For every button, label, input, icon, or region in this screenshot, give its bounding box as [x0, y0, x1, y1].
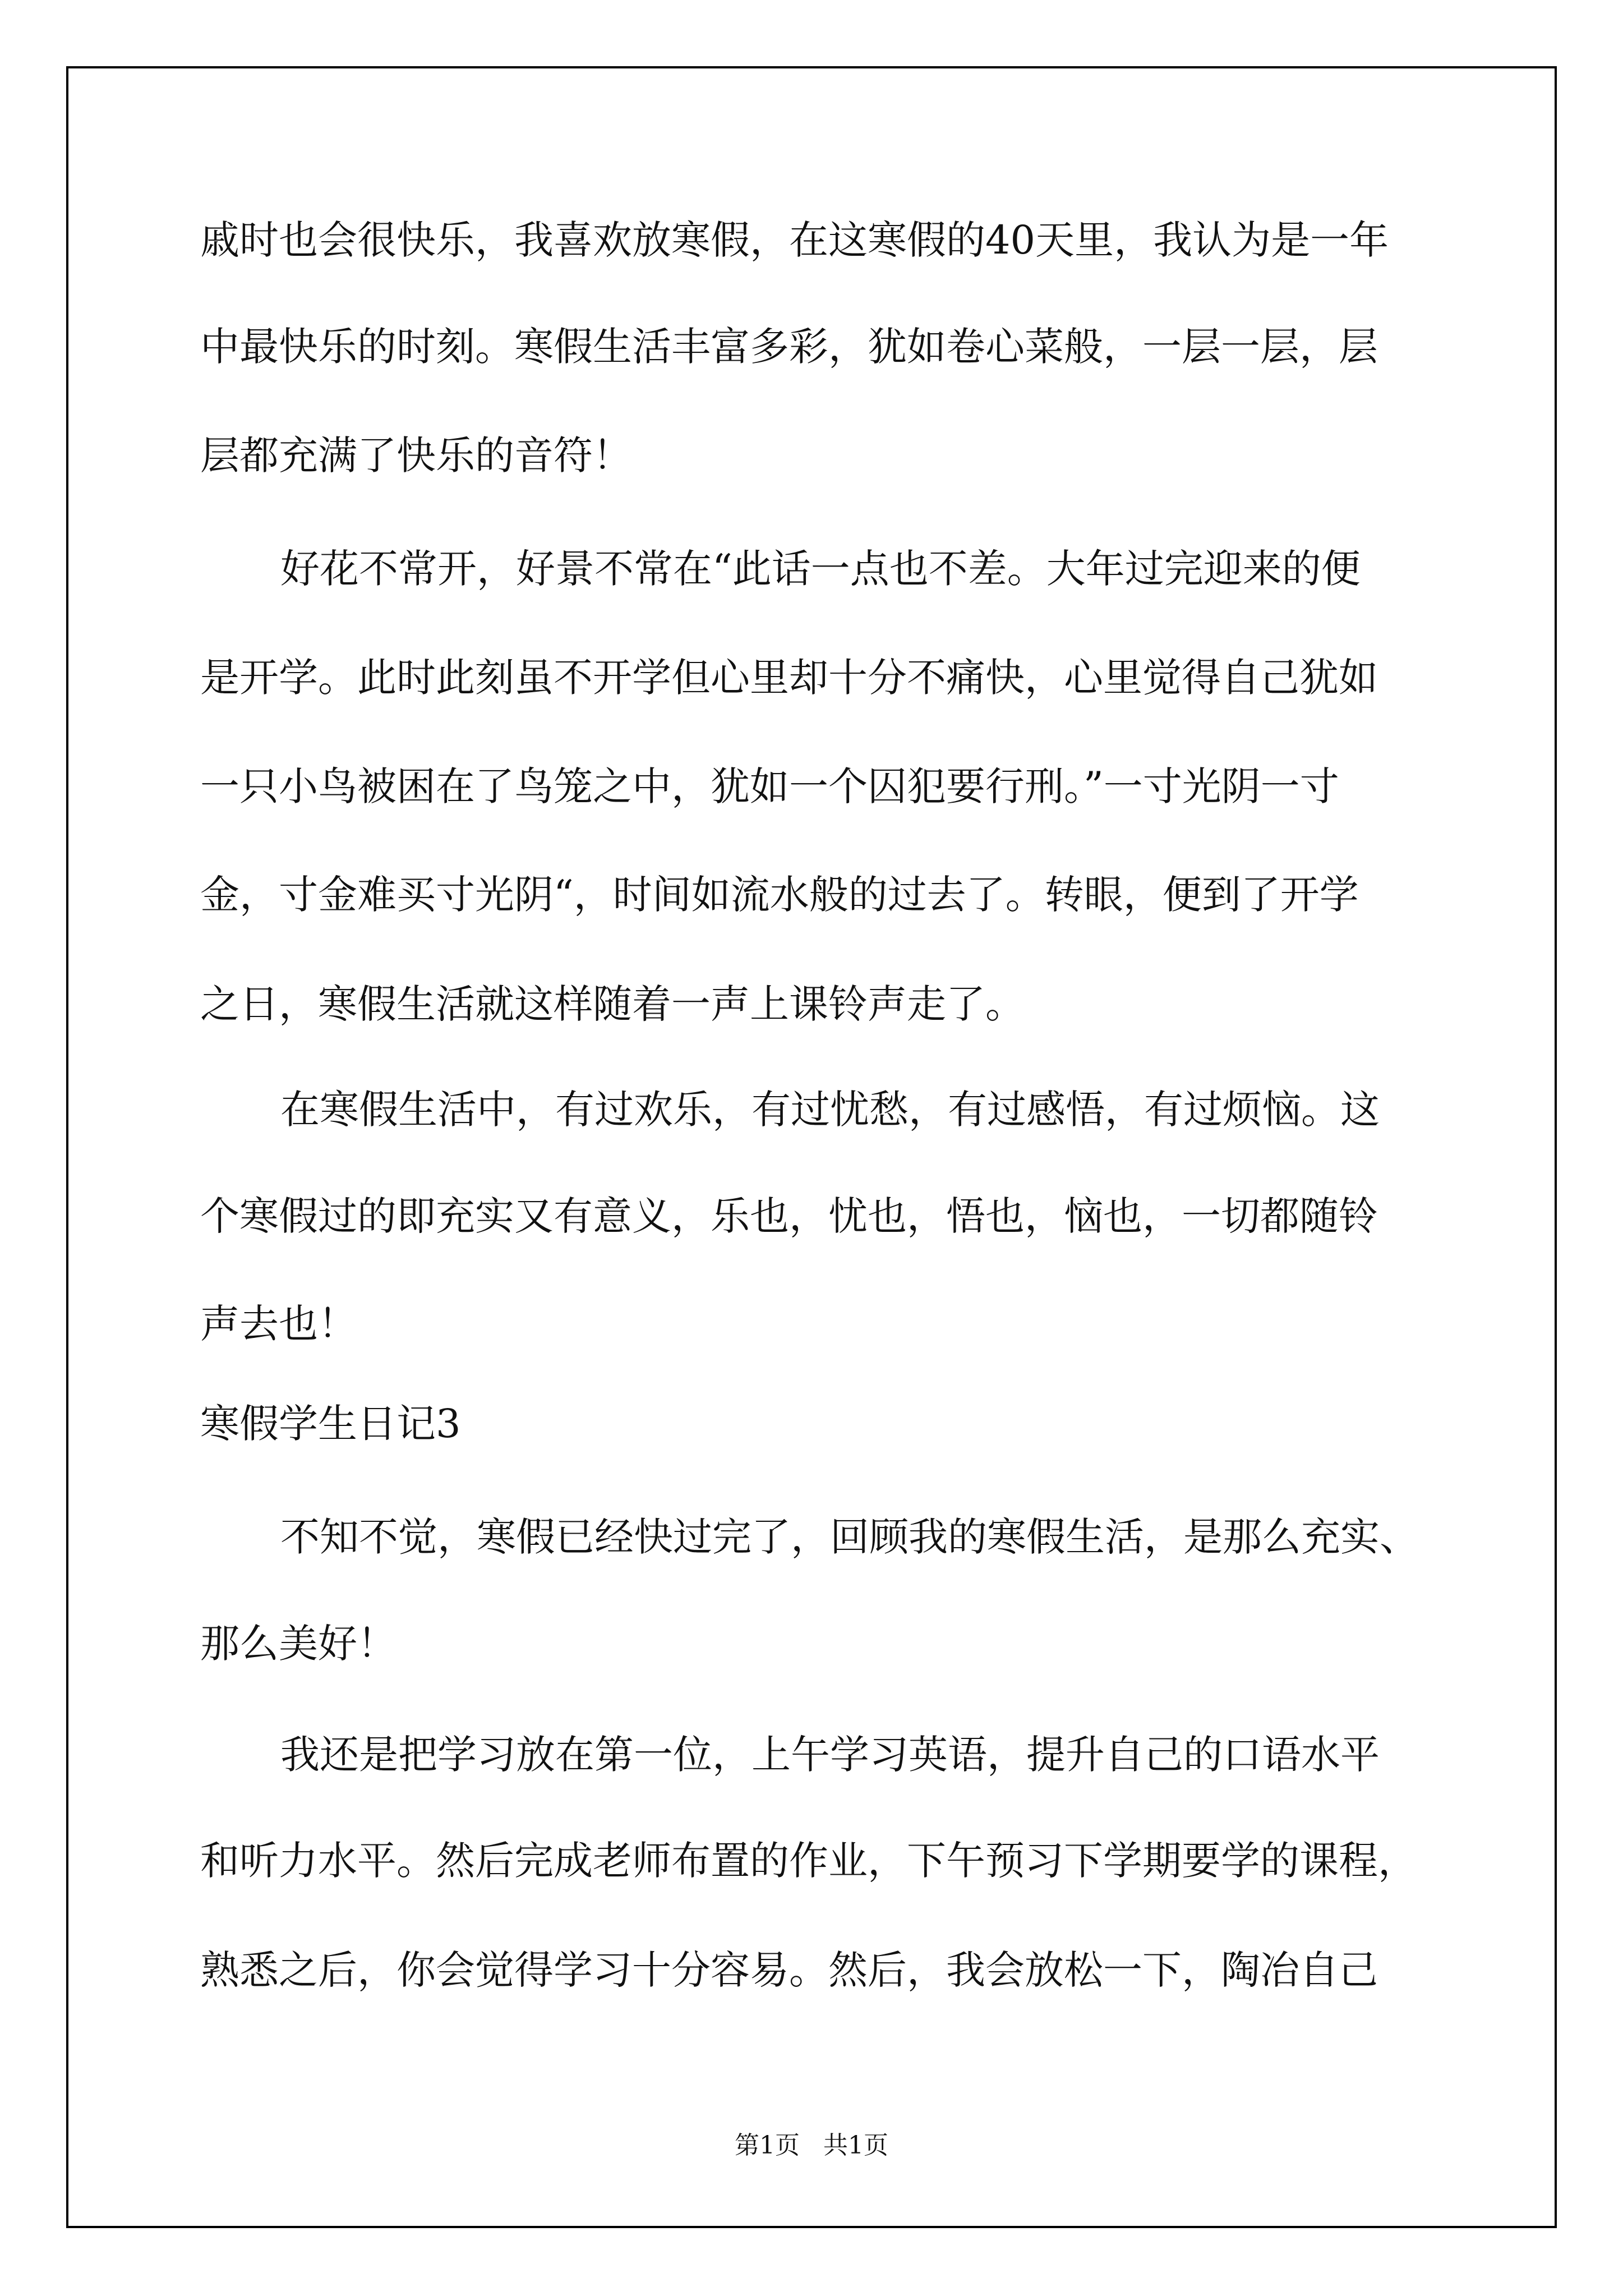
text-line: 在寒假生活中，有过欢乐，有过忧愁，有过感悟，有过烦恼。这 — [280, 1087, 1380, 1133]
text-line: 层都充满了快乐的音符！ — [200, 432, 632, 478]
text-line: 和听力水平。然后完成老师布置的作业，下午预习下学期要学的课程， — [200, 1838, 1417, 1884]
text-line: 我还是把学习放在第一位，上午学习英语，提升自己的口语水平 — [280, 1732, 1380, 1778]
text-line: 个寒假过的即充实又有意义，乐也，忧也，悟也，恼也，一切都随铃 — [200, 1193, 1378, 1239]
text-line: 中最快乐的时刻。寒假生活丰富多彩，犹如卷心菜般，一层一层，层 — [200, 324, 1378, 370]
text-line: 好花不常开，好景不常在“此话一点也不差。大年过完迎来的便 — [280, 546, 1361, 592]
section-heading: 寒假学生日记3 — [200, 1401, 461, 1447]
text-line: 一只小鸟被困在了鸟笼之中，犹如一个囚犯要行刑。”一寸光阴一寸 — [200, 763, 1339, 809]
text-line: 声去也！ — [200, 1301, 357, 1347]
text-line: 不知不觉，寒假已经快过完了，回顾我的寒假生活，是那么充实、 — [280, 1514, 1419, 1560]
page-border — [66, 66, 1557, 2228]
text-line: 金，寸金难买寸光阴“，时间如流水般的过去了。转眼，便到了开学 — [200, 872, 1359, 918]
text-line: 那么美好！ — [200, 1621, 396, 1667]
text-line: 之日，寒假生活就这样随着一声上课铃声走了。 — [200, 981, 1025, 1027]
page-footer: 第1页 共1页 — [735, 2131, 888, 2160]
text-line: 是开学。此时此刻虽不开学但心里却十分不痛快，心里觉得自己犹如 — [200, 655, 1378, 701]
text-line: 熟悉之后，你会觉得学习十分容易。然后，我会放松一下，陶冶自己 — [200, 1947, 1378, 1993]
text-line: 戚时也会很快乐，我喜欢放寒假，在这寒假的40天里，我认为是一年 — [200, 217, 1389, 263]
